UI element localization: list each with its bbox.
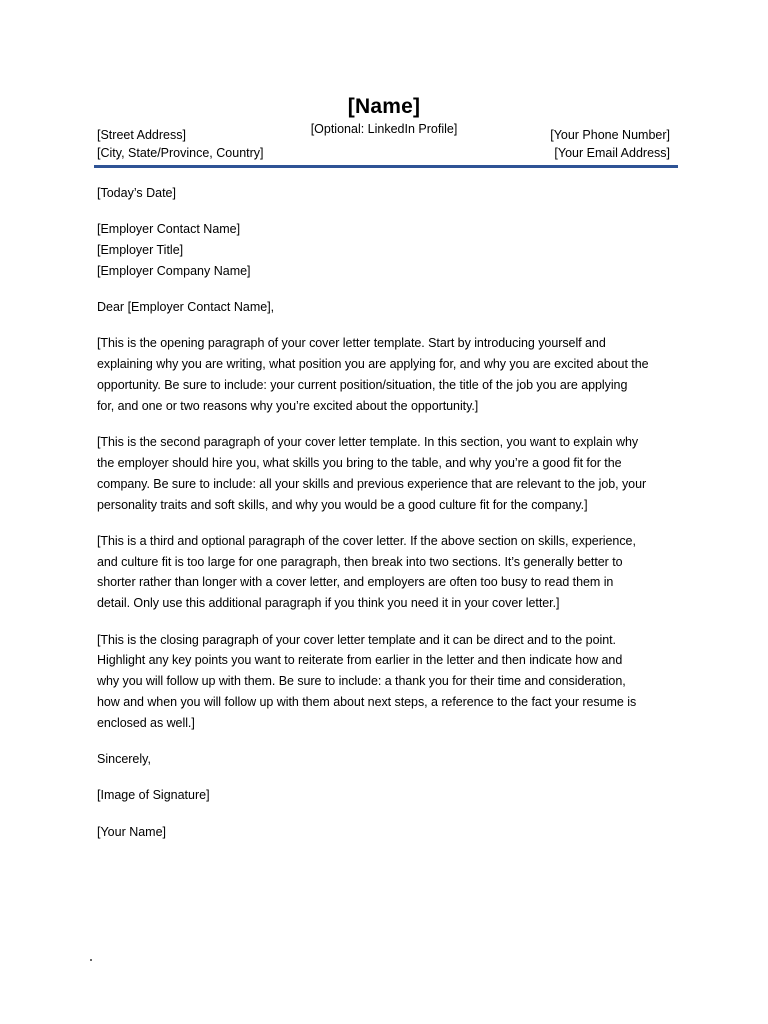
stray-mark bbox=[90, 959, 92, 961]
paragraph-line: and culture fit is too large for one paragraph, then break into two sections. It’s generally better to bbox=[97, 554, 623, 569]
employer-company-name: [Employer Company Name] bbox=[97, 263, 251, 278]
paragraph-line: for, and one or two reasons why you’re excited about the opportunity.] bbox=[97, 398, 479, 413]
paragraph-line: enclosed as well.] bbox=[97, 715, 195, 730]
second-paragraph bbox=[97, 432, 677, 515]
sender-contact-block bbox=[550, 126, 670, 162]
paragraph-line: opportunity. Be sure to include: your current position/situation, the title of the job you are applying bbox=[97, 378, 628, 393]
opening-paragraph bbox=[97, 333, 677, 416]
paragraph-line: detail. Only use this additional paragraph if you think you need it in your cover letter.] bbox=[97, 596, 560, 611]
paragraph-line: the employer should hire you, what skills you bring to the table, and why you’re a good fit for the bbox=[97, 455, 622, 470]
third-paragraph bbox=[97, 531, 677, 614]
closing-sincerely: Sincerely, bbox=[97, 752, 151, 767]
paragraph-line: [This is a third and optional paragraph of the cover letter. If the above section on skills, experience, bbox=[97, 533, 636, 548]
signer-name: [Your Name] bbox=[97, 824, 167, 839]
street-address: [Street Address] bbox=[97, 128, 186, 142]
linkedin-profile: [Optional: LinkedIn Profile] bbox=[310, 122, 458, 136]
city-state-country: [City, State/Province, Country] bbox=[97, 146, 264, 160]
header-divider-rule bbox=[94, 165, 678, 168]
sender-address-block bbox=[97, 126, 264, 162]
applicant-name-heading: [Name] bbox=[347, 95, 421, 118]
paragraph-line: [This is the opening paragraph of your cover letter template. Start by introducing yourself and bbox=[97, 336, 606, 351]
paragraph-line: shorter rather than longer with a cover letter, and employers are often too busy to read them in bbox=[97, 575, 614, 590]
paragraph-line: [This is the second paragraph of your cover letter template. In this section, you want to explain why bbox=[97, 435, 639, 450]
closing-paragraph bbox=[97, 630, 677, 734]
paragraph-line: [This is the closing paragraph of your cover letter template and it can be direct and to the point. bbox=[97, 632, 616, 647]
letter-date: [Today’s Date] bbox=[97, 186, 176, 200]
salutation: Dear [Employer Contact Name], bbox=[97, 300, 275, 315]
email-address: [Your Email Address] bbox=[554, 146, 670, 160]
paragraph-line: why you will follow up with them. Be sure to include: a thank you for their time and consideration, bbox=[97, 674, 626, 689]
paragraph-line: Highlight any key points you want to reiterate from earlier in the letter and then indicate how and bbox=[97, 653, 623, 668]
paragraph-line: explaining why you are writing, what position you are applying for, and why you are excited about the bbox=[97, 357, 649, 372]
paragraph-line: personality traits and soft skills, and why you would be a good culture fit for the company.] bbox=[97, 497, 588, 512]
signature-image-placeholder: [Image of Signature] bbox=[97, 788, 210, 803]
paragraph-line: how and when you will follow up with them about next steps, a reference to the fact your resume is bbox=[97, 694, 637, 709]
employer-contact-name: [Employer Contact Name] bbox=[97, 222, 241, 237]
phone-number: [Your Phone Number] bbox=[550, 128, 670, 142]
paragraph-line: company. Be sure to include: all your skills and previous experience that are relevant to the job, your bbox=[97, 476, 647, 491]
employer-title: [Employer Title] bbox=[97, 243, 184, 258]
letter-body bbox=[97, 183, 677, 858]
